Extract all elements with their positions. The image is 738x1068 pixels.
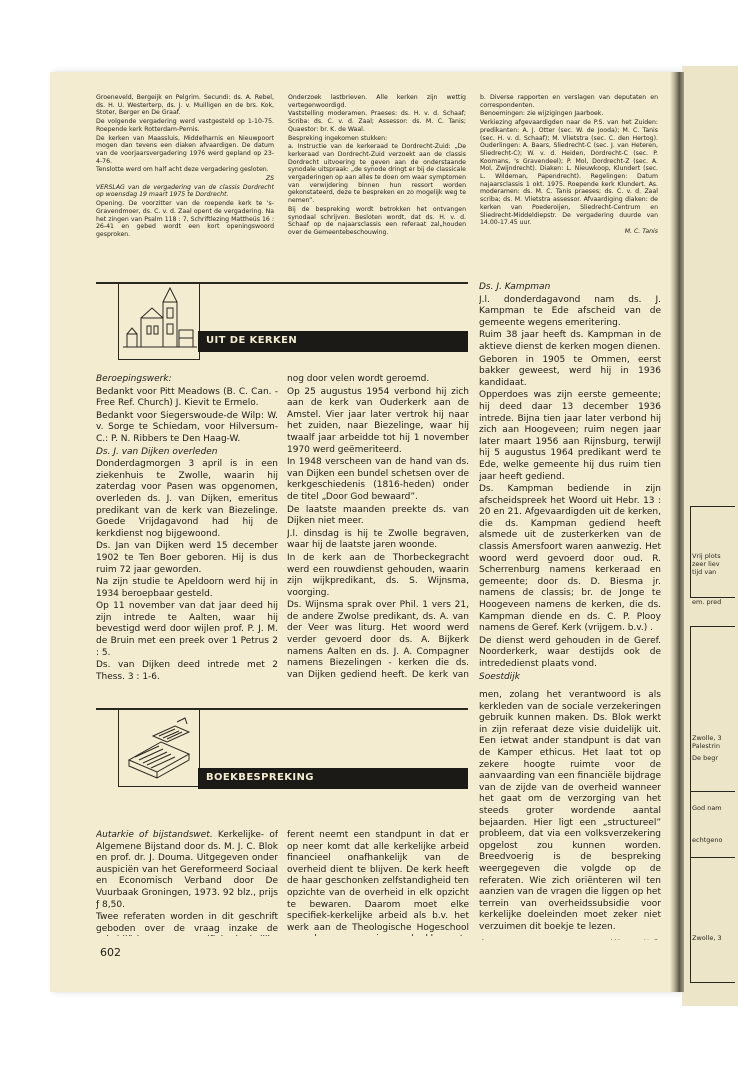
subheading: Ds. J. Kampman <box>479 282 551 292</box>
paragraph: Bedankt voor Pitt Meadows (B. C. Can. - Free Ref. Church) J. Kievit te Ermelo. <box>96 386 278 409</box>
boek-column-1 <box>96 830 278 936</box>
next-page-text: Zwolle, 3 <box>692 734 722 742</box>
paragraph: Bedankt voor Siegerswoude-de Wilp: W. v. Sorge te Schiedam, voor Hilversum-C.: P. N. Ribbers te Den Haag-W. <box>96 410 278 444</box>
page-number: 602 <box>100 946 121 959</box>
paragraph: Donderdagmorgen 3 april is in een ziekenhuis te Zwolle, waarin hij zaterdag voor Pasen was opgenomen, overleden ds. J. van Dijken, emeritus predikant van de kerk van Biezelinge. Goede Vrijdagavond had hij de kerkdienst nog bijgewoond. <box>96 459 278 539</box>
paragraph: nog door velen wordt geroemd. <box>287 374 430 384</box>
paragraph: Twee referaten worden in dit geschrift geboden over de vraag inzake de <box>96 912 278 934</box>
next-page-text: De begr <box>692 754 718 762</box>
signature-right <box>610 939 661 940</box>
paragraph: Ds. van Dijken deed intrede met 2 Thess. 3 : 1-6. <box>96 660 278 680</box>
church-illustration <box>118 283 200 360</box>
paragraph: Ds. Kampman bediende in zijn afscheidspreek het Woord uit Hebr. 13 : 20 en 21. Afgevaardigden uit de kerken, die ds. Kampman gediend heeft alsmede uit de zusterkerken van de classis Amersfoort waren aanwezig. Het woord werd gevoerd door oud. R. Scherrenburg namens kerkeraad en gemeente; door ds. D. Biesma jr. namens de classis; br. de Jonge te Hoogeveen namens de kerken, die ds. Kampman diende en ds. C. P. Plooy namens de Geref. Kerk (vrijgem. b.v.) . <box>479 484 661 634</box>
paragraph: J.l. donderdagavond nam ds. J. Kampman te Ede afscheid van de gemeente wegens emeritering. <box>479 294 661 328</box>
paragraph <box>96 830 278 911</box>
paragraph: Geboren in 1905 te Ommen, eerst bakker geweest, werd hij in 1936 kandidaat. <box>479 354 661 388</box>
signature: ZS <box>265 175 274 183</box>
signature: M. C. Tanis <box>624 227 658 235</box>
paragraph: De volgende vergadering werd vastgesteld op 1-10-75. Roepende kerk Rotterdam-Pernis. <box>96 118 274 133</box>
signature-left <box>479 939 488 940</box>
next-page-text: Palestrin <box>692 742 720 750</box>
subheading: Soestdijk <box>479 671 520 682</box>
next-page-text: em. pred <box>692 598 722 606</box>
paragraph: Ds. Wijnsma sprak over Phil. 1 vers 21, de andere Zwolse predikant, ds. A. van der Veer was liturg. Het woord werd verder gevoerd door ds. A. Bijkerk namens Aalten en ds. J. A. Compagner namens Biezelingen - kerken die ds. van Dijken gediend heeft. De kerk van <box>287 600 469 680</box>
top-column-2 <box>288 94 466 270</box>
book-illustration <box>118 709 200 787</box>
book-details: Kerkelijke- of Algemene Bijstand door ds. M. J. C. Blok en prof. dr. J. Douma. Uitgegeven onder auspiciën van het Gereformeerd Sociaal en Economisch Verband door De Vuurbaak Groningen, 1973. 92 blz., prijs ƒ 8,50. <box>96 830 278 910</box>
next-page-text: Vrij plots <box>692 552 721 560</box>
paragraph: Ruim 38 jaar heeft ds. Kampman in de aktieve dienst de kerken mogen dienen. <box>479 330 661 352</box>
kerken-column-3 <box>479 282 661 682</box>
next-page-text: echtgeno <box>692 836 723 844</box>
boek-column-3 <box>479 690 661 940</box>
paragraph: Opperdoes was zijn eerste gemeente; hij deed daar 13 december 1936 intrede. Bijna tien jaar later verbond hij zich aan Hoogeveen; ruim negen jaar later maart 1956 aan Rijnsburg, terwijl hij 5 augustus 1964 predikant werd te Ede, welke gemeente hij dus ruim tien jaar heeft gediend. <box>479 390 661 482</box>
paragraph: men, zolang het verantwoord is als kerkleden van de sociale verzekeringen gebruik kunnen maken. Ds. Blok werkt in zijn referaat deze visie duidelijk uit. Een ietwat ander standpunt is dat van de Kamper ethicus. Het laat tot op zekere hoogte ruimte voor de aanvaarding van een financiële bijdrage van de zijde van de overheid wanneer het gaat om de verzorging van het steeds groter wordende aantal bejaarden. Hier ligt een „structureel” probleem, dat via een volksverzekering opgelost zou kunnen worden. Breedvoerig is de bespreking weergegeven die volgde op de referaten. Wie zich oriënteren wil ten aanzien van de vragen die liggen op het terrein van overheidssubsidie voor kerkelijke doeleinden moet zeker niet verzuimen dit boekje te lezen. <box>479 690 661 932</box>
paragraph: Benoemingen: zie wijzigingen Jaarboek. <box>480 110 604 118</box>
next-page-text: Zwolle, 3 <box>692 934 722 942</box>
paragraph: Vaststelling moderamen. Praeses: ds. H. v. d. Schaaf; Scriba: ds. C. v. d. Zaal; Assessor: ds. M. C. Tanis; Quaestor: br. K. de Waal. <box>288 110 466 133</box>
next-page-box <box>690 791 735 983</box>
section-banner-uit-de-kerken: UIT DE KERKEN <box>198 331 468 352</box>
paragraph: a. Instructie van de kerkeraad te Dordrecht-Zuid: „De kerkeraad van Dordrecht-Zuid verzoekt aan de classis Dordrecht uitvoering te geven aan de onderstaande synodale uitspraak: „de synode dringt er bij de classicale vergaderingen op aan alles te doen om waar symptomen van verwijdering binnen hun ressort worden gekonstateerd, deze te bespreken en zo mogelijk weg te nemen”. <box>288 143 466 205</box>
paragraph: b. Diverse rapporten en verslagen van deputaten en correspondenten. <box>480 94 658 109</box>
paragraph: J.l. dinsdag is hij te Zwolle begraven, waar hij de laatste jaren woonde. <box>287 528 469 551</box>
paragraph: In de kerk aan de Thorbeckegracht werd een rouwdienst gehouden, waarin zijn wijkpredikant, ds. S. Wijnsma, voorging. <box>287 552 469 598</box>
top-column-3 <box>480 94 658 270</box>
paragraph: Verkiezing afgevaardigden naar de P.S. van het Zuiden: predikanten: A. J. Otter (sec. W. de Jooda); M. C. Tanis (sec. H. v. d. Schaaf); M. Vlietstra (sec. C. den Hertog). Ouderlingen: A. Baars, Sliedrecht-C (sec. J. van Heteren, Sliedrecht-C); W. v. d. Heiden, Dordrecht-C (sec. P. Koomans, 's Gravendeel); P. Mol, Dordrecht-Z (sec. A. Mol, Zwijndrecht). Diaken: L. Nieuwkoop, Klundert (sec. L. Wildeman, Papendrecht). Regelingen: Datum najaarsclassis 1 okt. 1975. Roepende kerk Klundert. As. moderamen: ds. M. C. Tanis praeses; ds. C. v. d. Zaal scriba; ds. M. Vlietstra assessor. Afvaardiging diaken: de kerken van Poederoijen, Sliedrecht-Centrum en Sliedrecht-Middeldiepstr. De vergadering duurde van 14.00-17.45 uur. <box>480 119 658 227</box>
next-page-text: God nam <box>692 804 722 812</box>
kerken-column-2 <box>287 374 469 680</box>
review-signature-row <box>479 939 661 940</box>
paragraph: Ds. Jan van Dijken werd 15 december 1902 te Ten Boer geboren. Hij is dus ruim 72 jaar geworden. <box>96 541 278 575</box>
paragraph: Tenslotte werd om half acht deze vergadering gesloten. <box>96 166 269 174</box>
paragraph: De dienst werd gehouden in de Geref. Noorderkerk, waar destijds ook de intrededienst plaats vond. <box>479 635 661 669</box>
top-column-1 <box>96 94 274 270</box>
paragraph: Op 11 november van dat jaar deed hij zijn intrede te Aalten, waar hij bevestigd werd door wijlen prof. P. J. M. de Bruin met een preek over 1 Petrus 2 : 5. <box>96 601 278 658</box>
paragraph: In 1948 verscheen van de hand van ds. van Dijken een bundel schetsen over de kerkgeschiedenis (1816-heden) onder de titel „Door God bewaard”. <box>287 457 469 502</box>
subheading: Ds. J. van Dijken overleden <box>96 446 218 457</box>
paragraph: De kerken van Maassluis, Middelharnis en Nieuwpoort mogen dan tevens een diaken afvaardigen. De datum van de voorjaarsvergadering 1976 werd gepland op 23-4-76. <box>96 134 274 165</box>
boek-column-2 <box>287 830 469 936</box>
paragraph: Groeneveld, Bergeijk en Pelgrim. Secundi: ds. A. Rebel, ds. H. U. Westerterp, ds. J. v. Muilligen en de brs. Kok, Stoter, Berger en De Graaf. <box>96 94 274 117</box>
paragraph: Onderzoek lastbrieven. Alle kerken zijn wettig vertegenwoordigd. <box>288 94 466 109</box>
church-icon <box>119 284 199 359</box>
book-title: Autarkie of bijstandswet. <box>96 830 213 840</box>
paragraph: De laatste maanden preekte ds. van Dijken niet meer. <box>287 504 469 527</box>
next-page-text: tijd van <box>692 568 717 576</box>
report-heading: VERSLAG van de vergadering van de classis Dordrecht op woensdag 19 maart 1975 te Dordrecht. <box>96 183 274 199</box>
paragraph: Opening. De voorzitter van de roepende kerk te 's-Gravendmoer, ds. C. v. d. Zaal opent de vergadering. Na het zingen van Psalm 118 : 7, Schriftlezing Mattheüs 16 : 26-41 en gebed wordt een kort openingswoord gesproken. <box>96 200 274 238</box>
paragraph: ferent neemt een standpunt in dat er op neer komt dat alle kerkelijke arbeid financieel onafhankelijk van de overheid dient te blijven. De kerk heeft de haar geschonken zelfstandigheid ten opzichte van de overheid in elk opzicht te bewaren. Daarom moet elke specifiek-kerkelijke arbeid als b.v. het werk aan de Theologische Hogeschool <box>287 830 469 933</box>
subheading: Beroepingswerk: <box>96 374 172 384</box>
page-gutter <box>670 72 684 992</box>
kerken-column-1 <box>96 374 278 680</box>
book-icon <box>119 710 199 786</box>
section-banner-boekbespreking: BOEKBESPREKING <box>198 768 468 789</box>
paragraph: Na zijn studie te Apeldoorn werd hij in 1934 beroepbaar gesteld. <box>96 577 278 599</box>
next-page-edge <box>682 66 738 1006</box>
paragraph: Bij de bespreking wordt betrokken het ontvangen synodaal schrijven. Besloten wordt, dat ds. H. v. d. Schaaf op de najaarsclassis een referaat zal„houden over de Gemeentebeschouwing. <box>288 205 466 236</box>
next-page-text: zeer liev <box>692 560 720 568</box>
paragraph: Op 25 augustus 1954 verbond hij zich aan de kerk van Ouderkerk aan de Amstel. Vier jaar later vertrok hij naar het zuiden, naar Biezelinge, waar hij twaalf jaar arbeidde tot hij 1 november 1970 werd geëmeriteerd. <box>287 386 469 455</box>
paragraph: Bespreking ingekomen stukken: <box>288 134 388 142</box>
